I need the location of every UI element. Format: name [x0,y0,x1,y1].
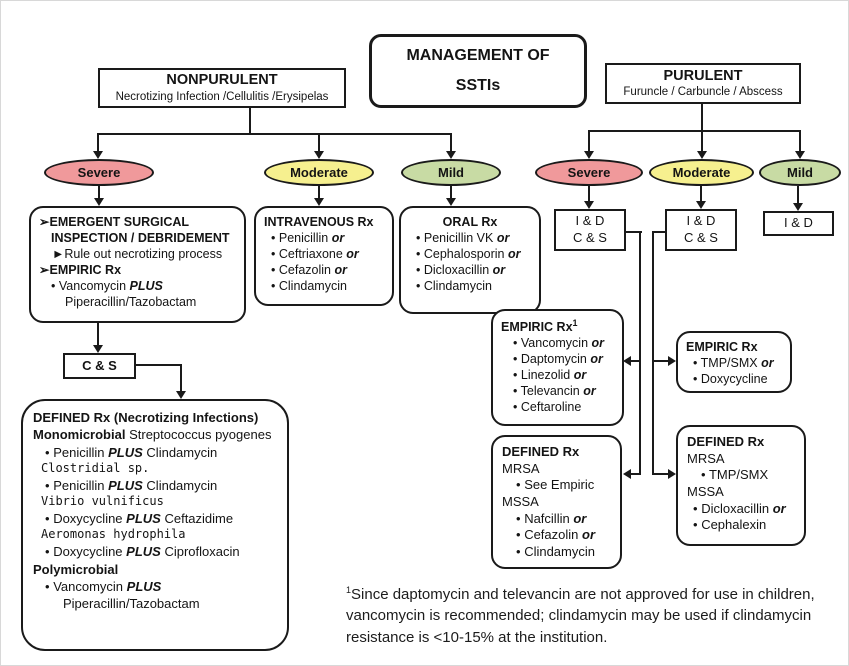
connector-line [450,133,452,151]
drug-name: Clindamycin [524,543,595,559]
severity-label: Mild [438,165,464,180]
box-title: ORAL Rx [442,215,498,229]
connector-line [654,360,669,362]
or-conjunction: or [761,356,774,370]
intravenous-rx-box [254,206,394,306]
severity-label: Severe [77,165,121,180]
drug-name: Penicillin VK [423,231,494,245]
drug-name: Ceftriaxone [278,247,343,261]
drug-name: Clindamycin [423,279,492,293]
bullet-icon: • [271,279,276,293]
drug-name: Penicillin [53,477,105,493]
oral-rx-box [399,206,541,314]
oval-purulent-severe [535,159,643,186]
drug-item [687,467,795,484]
drug-item [501,351,614,367]
group-label: MRSA [687,450,725,466]
bullet-icon: • [271,247,276,261]
or-conjunction: or [507,247,521,261]
arrowhead-right-icon [668,469,676,479]
box-title: DEFINED Rx (Necrotizing Infections) [33,410,259,425]
flow-bullet-icon: ➢ [39,215,50,229]
arrowhead-down-icon [314,198,324,206]
drug-item [501,399,614,415]
bullet-icon: • [693,517,698,533]
title-box [369,34,587,108]
arrowhead-down-icon [696,201,706,209]
arrowhead-down-icon [584,151,594,159]
bullet-icon: • [416,263,421,277]
drug-item [409,262,531,278]
drug-item [33,543,277,560]
connector-line [588,130,801,132]
box-title: DEFINED Rx [502,444,580,459]
drug-item [264,278,384,294]
id-label: I & D [686,213,716,229]
cs-label: C & S [573,230,607,245]
arrowhead-right-icon [668,356,676,366]
bullet-icon: • [51,279,56,293]
connector-line [588,130,590,151]
drug-item [686,371,782,387]
oval-purulent-moderate [649,159,754,186]
bullet-icon: • [45,578,50,594]
bullet-icon: • [416,279,421,293]
arrowhead-down-icon [93,151,103,159]
drug-item [409,246,531,262]
treatment-note [39,246,236,262]
connector-line [631,473,641,475]
connector-line [653,231,665,233]
defined-rx-severe-box [491,435,622,569]
bullet-icon: • [45,511,50,527]
connector-line [799,130,801,151]
species-name: Aeromonas hydrophila [41,527,186,542]
drug-item [409,230,531,246]
drug-item [264,230,384,246]
or-conjunction: or [331,231,345,245]
nonpurulent-box [98,68,346,108]
arrowhead-down-icon [93,345,103,353]
drug-name: Televancin [520,384,580,399]
group-label: MSSA [687,483,724,499]
treatment-heading [39,214,236,246]
or-conjunction: or [583,384,596,399]
connector-line [700,186,702,201]
footnote-text: Since daptomycin and televancin are not approved for use in children, vancomycin is recommended; clindamycin may be used if clindamycin resistance is <10-15% at the institution. [346,586,815,646]
drug-name: Penicillin [53,444,105,460]
drug-name: Ceftaroline [520,400,582,415]
drug-item [502,477,611,494]
connector-line [318,133,320,151]
drug-name: Piperacillin/Tazobactam [65,295,197,309]
drug-name: Vancomycin [520,336,589,351]
oval-nonpurulent-moderate [264,159,374,186]
bullet-icon: • [513,400,518,415]
drug-item [502,527,611,544]
arrowhead-down-icon [793,203,803,211]
plus-conjunction: PLUS [126,511,161,527]
drug-name: Cephalexin [701,517,767,533]
cs-label: C & S [82,357,117,373]
connector-line [450,186,452,198]
species-name: Clostridial sp. [41,460,150,475]
drug-name: Daptomycin [520,352,587,367]
drug-name: Doxycycline [700,372,768,386]
connector-line [652,231,654,475]
arrowhead-down-icon [446,151,456,159]
drug-name: Penicillin [278,231,329,245]
empiric-rx-severe-box [491,309,624,426]
drug-item [686,355,782,371]
nonpurulent-severe-treatment-box [29,206,246,323]
drug-item [501,383,614,399]
bullet-icon: • [271,263,276,277]
or-conjunction: or [496,231,510,245]
drug-name: Nafcillin [524,510,570,526]
organism-group [33,426,277,443]
or-conjunction: or [573,368,587,383]
title-line1: MANAGEMENT OF [406,46,550,64]
bullet-icon: • [693,500,698,516]
arrowhead-down-icon [314,151,324,159]
or-conjunction: or [772,500,786,516]
title-text: EMPIRIC Rx [501,320,573,335]
drug-name: Piperacillin/Tazobactam [63,596,200,612]
footnote-marker: 1 [346,585,352,595]
bullet-icon: • [416,247,421,261]
treatment-heading [39,262,236,278]
species-name: Streptococcus pyogenes [129,427,272,443]
footnote [346,584,840,648]
drug-name: Dicloxacillin [423,263,490,277]
oval-nonpurulent-severe [44,159,154,186]
drug-item [33,510,277,527]
drug-item [39,278,236,294]
bullet-icon: • [693,372,698,386]
id-label: I & D [575,213,605,229]
arrowhead-down-icon [94,198,104,206]
drug-name: Vancomycin [53,578,124,594]
arrowhead-left-icon [623,469,631,479]
connector-line [97,323,99,345]
or-conjunction: or [573,510,587,526]
defined-rx-moderate-box [676,425,806,546]
connector-line [701,130,703,151]
box-title [501,318,614,335]
note-text: Rule out necrotizing process [64,247,223,261]
flow-bullet-icon: ➢ [39,263,50,277]
drug-item [687,517,795,534]
bullet-icon: • [513,352,518,367]
connector-line [701,104,703,131]
drug-item [687,501,795,518]
bullet-icon: • [271,231,276,245]
defined-rx-necrotizing-box [21,399,289,651]
drug-name: Clindamycin [278,279,347,293]
drug-name: Doxycycline [53,544,123,560]
plus-conjunction: PLUS [129,279,163,293]
drug-item [264,262,384,278]
box-title: EMPIRIC Rx [686,340,758,354]
bullet-icon: • [45,444,50,460]
title-line2: SSTIs [455,77,501,94]
connector-line [654,473,669,475]
drug-item [33,477,277,494]
arrowhead-down-icon [176,391,186,399]
cs-box [63,353,136,379]
drug-name: Cefazolin [524,527,579,543]
bullet-icon: • [516,510,521,526]
connector-line [97,133,451,135]
oval-purulent-mild [759,159,841,186]
drug-name: Ceftazidime [164,511,234,527]
plus-conjunction: PLUS [126,578,162,594]
id-cs-severe-box [554,209,626,251]
arrowhead-down-icon [697,151,707,159]
drug-name: See Empiric [524,477,595,493]
group-label: Monomicrobial [33,427,126,443]
bullet-icon: • [693,356,698,370]
nonpurulent-subtitle: Necrotizing Infection /Cellulitis /Erysipelas [115,90,329,103]
bullet-icon: • [701,467,706,483]
drug-name: Linezolid [520,368,571,383]
oval-nonpurulent-mild [401,159,501,186]
bullet-icon: • [45,544,50,560]
nonpurulent-title: NONPURULENT [166,72,278,89]
drug-item [33,444,277,461]
connector-line [318,186,320,198]
bullet-icon: • [516,477,521,493]
drug-item [501,367,614,383]
or-conjunction: or [590,352,603,367]
or-conjunction: or [591,336,605,351]
severity-label: Severe [567,165,611,180]
drug-name: Cephalosporin [423,247,505,261]
connector-line [631,360,641,362]
empiric-rx-moderate-box [676,331,792,393]
plus-conjunction: PLUS [108,444,143,460]
box-title: INTRAVENOUS Rx [264,215,374,229]
drug-item [409,278,531,294]
connector-line [97,133,99,151]
footnote-marker: 1 [572,318,578,328]
severity-label: Moderate [290,165,348,180]
box-title: DEFINED Rx [687,434,765,449]
drug-name: TMP/SMX [700,356,758,370]
or-conjunction: or [492,263,506,277]
drug-item [264,246,384,262]
bullet-icon: • [416,231,421,245]
drug-name: Ciprofloxacin [164,544,240,560]
connector-line [797,186,799,203]
connector-line [249,108,251,134]
pointer-icon: ► [52,247,65,261]
or-conjunction: or [346,247,359,261]
id-mild-box [763,211,834,236]
group-label: Polymicrobial [33,561,119,577]
group-label: MSSA [502,493,539,509]
or-conjunction: or [582,527,596,543]
drug-item [502,544,611,561]
species-name: Vibrio vulnificus [41,494,164,509]
drug-name: Vancomycin [58,279,127,293]
connector-line [588,186,590,201]
drug-name: Clindamycin [146,444,218,460]
id-label: I & D [784,215,813,231]
heading-text: EMPIRIC Rx [49,263,122,277]
bullet-icon: • [516,543,521,559]
arrowhead-down-icon [446,198,456,206]
bullet-icon: • [513,336,518,351]
group-label: MRSA [502,460,540,476]
bullet-icon: • [45,477,50,493]
connector-line [180,364,182,391]
drug-name: Dicloxacillin [701,500,770,516]
purulent-subtitle: Furuncle / Carbuncle / Abscess [623,86,783,99]
drug-item [501,335,614,351]
severity-label: Moderate [672,165,731,180]
connector-line [136,364,182,366]
purulent-title: PURULENT [663,67,743,84]
bullet-icon: • [516,527,521,543]
id-cs-moderate-box [665,209,737,251]
drug-name: TMP/SMX [708,467,769,483]
or-conjunction: or [334,263,347,277]
cs-label: C & S [684,230,718,245]
arrowhead-left-icon [623,356,631,366]
drug-name: Doxycycline [53,511,123,527]
purulent-box [605,63,801,104]
arrowhead-down-icon [584,201,594,209]
heading-text: EMERGENT SURGICAL INSPECTION / DEBRIDEMENT [49,215,230,245]
severity-label: Mild [787,165,813,180]
drug-name: Clindamycin [146,477,218,493]
connector-line [639,231,641,475]
drug-item [33,578,277,595]
bullet-icon: • [513,384,518,399]
plus-conjunction: PLUS [126,544,161,560]
arrowhead-down-icon [795,151,805,159]
drug-name: Cefazolin [278,263,331,277]
drug-item [502,511,611,528]
connector-line [98,186,100,198]
bullet-icon: • [513,368,518,383]
plus-conjunction: PLUS [108,477,143,493]
